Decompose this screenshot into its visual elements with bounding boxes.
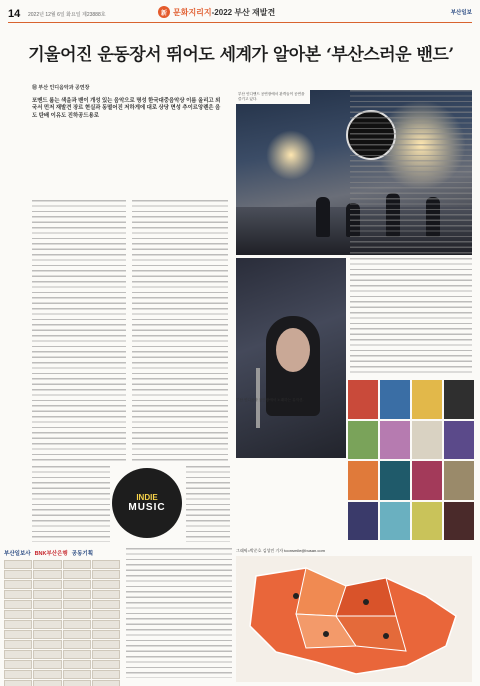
ad-label-left: 부산일보사 <box>4 551 31 557</box>
venue-marker <box>293 593 299 599</box>
album-cover <box>444 502 474 541</box>
page-number: 14 <box>8 8 21 20</box>
photo-caption: 부산 인디음악 공연장에서 노래하는 뮤지션. <box>236 398 304 402</box>
map-caption: 그래픽=박준호 김성민 기자 toonsmile@busan.com <box>236 548 325 553</box>
audience-figure <box>316 197 330 237</box>
section-title-sub: -2022 부산 재발견 <box>211 7 276 17</box>
byline: ⑩ 부산 인디음악과 공연장 <box>32 85 90 91</box>
article-column-4 <box>186 466 230 542</box>
article-column-1 <box>32 200 126 462</box>
article-column-6 <box>350 90 472 254</box>
album-cover <box>380 461 410 500</box>
section-title <box>158 6 275 18</box>
album-cover <box>348 461 378 500</box>
article-column-2 <box>132 200 228 462</box>
venue-marker <box>363 599 369 605</box>
page-header <box>8 6 472 23</box>
ad-brand: BNK부산은행 <box>34 551 68 557</box>
indie-music-logo: INDIE MUSIC <box>112 468 182 538</box>
headline: 기울어진 운동장서 뛰어도 세계가 알아본 ‘부산스러운 밴드’ <box>28 45 454 65</box>
issue-date: 2022년 12월 6일 화요일 제23888호 <box>28 11 106 18</box>
photo-caption: 부산 인디밴드 공연장에서 관객들이 공연을 즐기고 있다. <box>236 90 310 104</box>
ad-label-right: 공동기획 <box>71 551 94 557</box>
album-cover <box>348 421 378 460</box>
map-region <box>336 578 396 616</box>
album-cover <box>412 421 442 460</box>
article-column-7 <box>126 548 232 678</box>
album-cover <box>348 502 378 541</box>
album-cover <box>444 461 474 500</box>
venue-marker <box>383 633 389 639</box>
article-column-5 <box>350 258 472 376</box>
album-cover <box>380 380 410 419</box>
singer-face <box>276 328 310 372</box>
album-cover <box>380 421 410 460</box>
stage-light <box>266 130 316 180</box>
section-title-main: 문화지리지 <box>173 7 212 17</box>
album-cover <box>380 502 410 541</box>
venue-map <box>236 556 472 682</box>
album-cover <box>444 421 474 460</box>
article-column-3 <box>32 466 110 542</box>
album-grid <box>348 380 474 540</box>
album-cover <box>348 380 378 419</box>
album-cover <box>412 461 442 500</box>
ad-table <box>4 560 120 686</box>
singer-photo <box>236 258 346 458</box>
map-graphic <box>236 556 472 682</box>
album-cover <box>412 380 442 419</box>
venue-marker <box>323 631 329 637</box>
section-badge: 新 <box>158 6 170 18</box>
advertisement <box>4 548 120 678</box>
album-cover <box>412 502 442 541</box>
lead-paragraph: 포맨드 룸는 색을과 밴이 개성 있는 음악으로 명성 한국대중음악상 이름 올리고 외국서 먼저 재발견 장르 현실과 동떨어진 저하게에 대로 상당 면성 추이르앙렌은 음도 탄배 이유도 진하공드용로 <box>32 98 221 119</box>
album-cover <box>444 380 474 419</box>
paper-name: 부산일보 <box>450 10 472 16</box>
